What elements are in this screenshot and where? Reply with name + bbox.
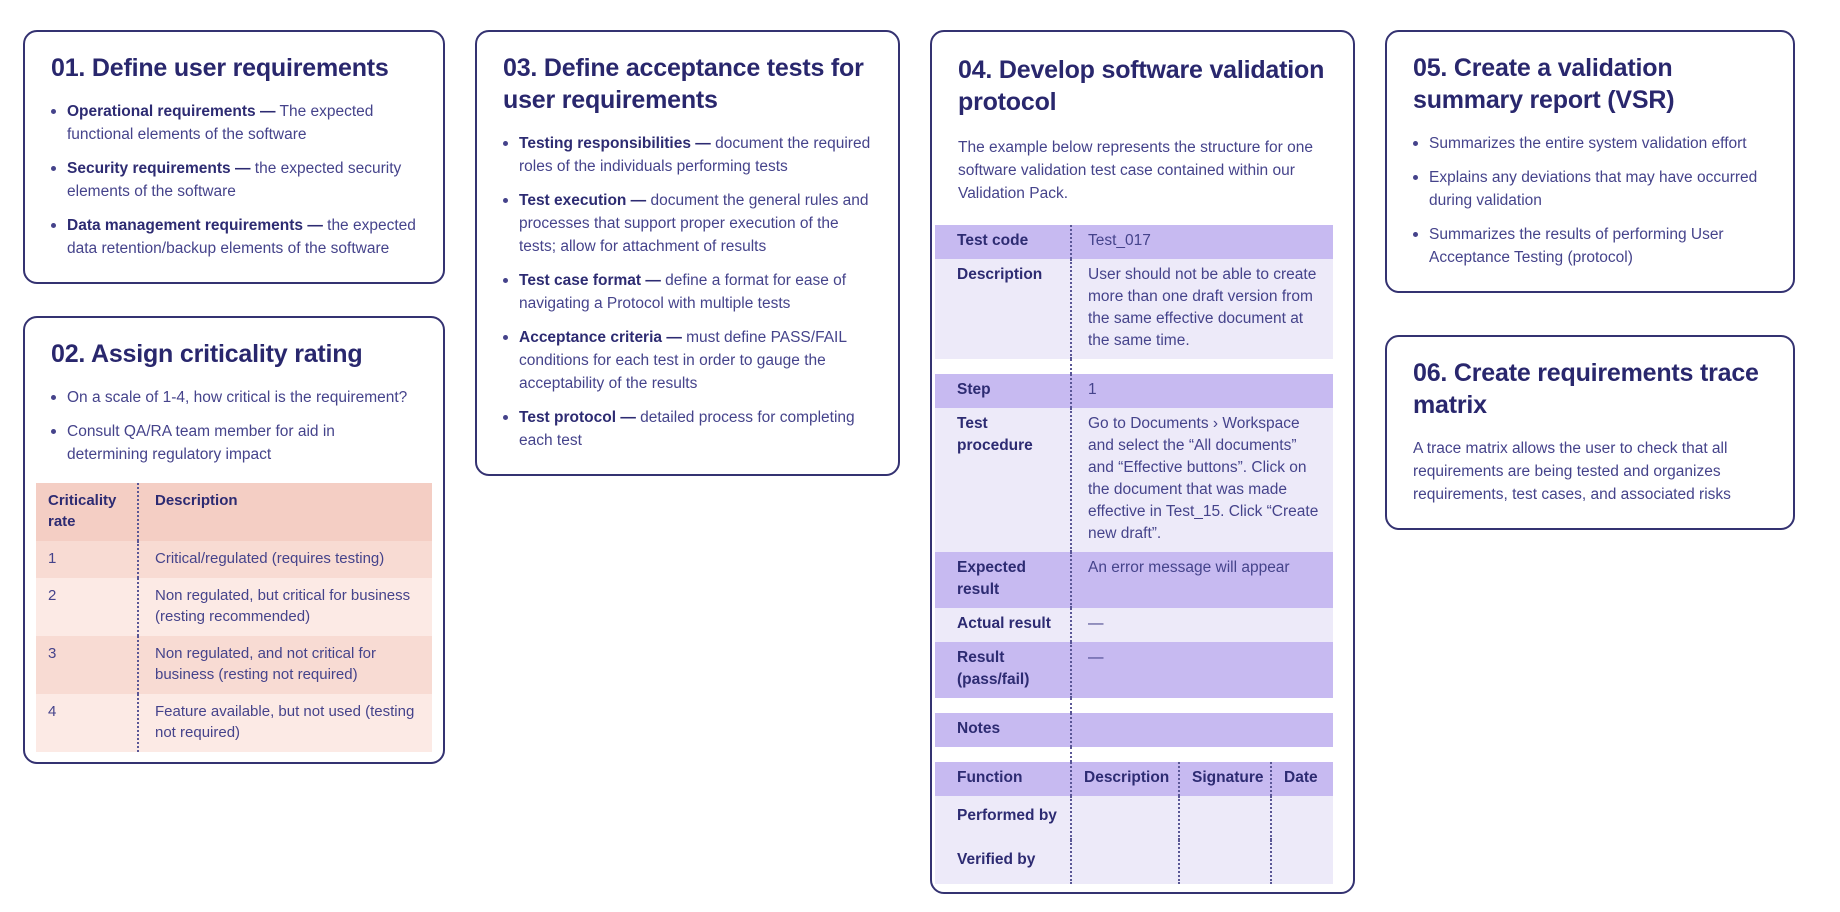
actual-result-row: [935, 608, 1333, 642]
bullet-text: [519, 189, 872, 258]
bullet-item: [1413, 223, 1767, 269]
row-label: Notes: [957, 720, 1001, 737]
signature-header: Signature: [1178, 762, 1270, 796]
date-header: Date: [1270, 762, 1333, 796]
row-value: —: [1070, 608, 1333, 642]
row-value: —: [1070, 642, 1333, 698]
bullet-item: [1413, 166, 1767, 212]
bullet-text: Consult QA/RA team member for aid in determining regulatory impact: [67, 423, 335, 463]
row-value: An error message will appear: [1070, 552, 1333, 608]
bullet-text: [519, 326, 872, 395]
bullet-icon: [51, 429, 56, 434]
bullet-lead: Test case format —: [519, 272, 661, 289]
table-spacer: [935, 359, 1333, 374]
bullet-item: [51, 420, 417, 466]
card-intro: The example below represents the structure for one software validation test case contained within our Validation Pack.: [958, 139, 1313, 202]
table-row: [36, 578, 432, 636]
row-label: Test procedure: [957, 415, 1033, 454]
row-value: User should not be able to create more than one draft version from the same effective document at the same time.: [1070, 259, 1333, 359]
bullet-item: [51, 100, 417, 146]
bullet-text: [67, 157, 417, 203]
signature-cell: [1178, 840, 1270, 884]
criticality-rate-header: Criticality rate: [48, 492, 117, 530]
bullet-rest: define a format for ease of navigating a Protocol with multiple tests: [519, 272, 847, 312]
notes-row: [935, 713, 1333, 747]
bullet-list: [51, 386, 417, 466]
bullet-text: [519, 406, 872, 452]
bullet-item: [503, 189, 872, 258]
table-spacer: [935, 747, 1333, 762]
bullet-icon: [51, 109, 56, 114]
rate-cell: 2: [48, 587, 57, 604]
bullet-lead: Security requirements —: [67, 160, 251, 177]
row-label: Description: [957, 266, 1043, 283]
bullet-icon: [503, 198, 508, 203]
rate-cell: 3: [48, 645, 57, 662]
row-label: Result (pass/fail): [957, 649, 1030, 688]
column-4: [1385, 30, 1795, 530]
bullet-item: [51, 386, 417, 409]
bullet-lead: Data management requirements —: [67, 217, 323, 234]
validation-test-table: [935, 225, 1333, 884]
bullet-list: [1413, 132, 1767, 269]
bullet-rest: document the general rules and processes that support proper execution of the tests; allow for attachment of results: [519, 192, 869, 255]
criticality-table-header: [36, 483, 432, 541]
row-value: 1: [1070, 374, 1333, 408]
bullet-text: Explains any deviations that may have occurred during validation: [1429, 169, 1758, 209]
bullet-icon: [1413, 232, 1418, 237]
verified-by-row: [935, 840, 1333, 884]
card-04-header: [932, 54, 1353, 205]
column-1: [23, 30, 445, 764]
bullet-icon: [1413, 175, 1418, 180]
card-title: 03. Define acceptance tests for user requirements: [503, 54, 864, 114]
bullet-rest: detailed process for completing each test: [519, 409, 855, 449]
bullet-icon: [503, 278, 508, 283]
date-cell: [1270, 796, 1333, 840]
bullet-text: [67, 214, 417, 260]
description-header: Description: [137, 483, 432, 541]
bullet-list: [503, 132, 872, 452]
performed-by-row: [935, 796, 1333, 840]
column-3: [930, 30, 1355, 894]
signoff-header-row: [935, 762, 1333, 796]
card-04-develop-validation-protocol: [930, 30, 1355, 894]
step-row: [935, 374, 1333, 408]
table-row: [36, 636, 432, 694]
description-header: Description: [1070, 762, 1178, 796]
test-code-row: [935, 225, 1333, 259]
description-cell: [1070, 840, 1178, 884]
row-label: Test code: [957, 232, 1029, 249]
bullet-rest: document the required roles of the individuals performing tests: [519, 135, 871, 175]
bullet-item: [1413, 132, 1767, 155]
bullet-text: On a scale of 1-4, how critical is the requirement?: [67, 389, 408, 406]
bullet-item: [51, 157, 417, 203]
description-cell: [1070, 796, 1178, 840]
bullet-item: [503, 269, 872, 315]
bullet-item: [503, 326, 872, 395]
bullet-lead: Operational requirements —: [67, 103, 276, 120]
card-body: A trace matrix allows the user to check that all requirements are being tested and organizes requirements, test cases, and associated risks: [1413, 440, 1731, 503]
card-title: 05. Create a validation summary report (VSR): [1413, 54, 1675, 114]
rate-cell: 4: [48, 703, 57, 720]
signature-cell: [1178, 796, 1270, 840]
bullet-text: Summarizes the results of performing User Acceptance Testing (protocol): [1429, 226, 1724, 266]
function-header: Function: [957, 769, 1023, 786]
rate-cell: 1: [48, 550, 57, 567]
bullet-icon: [51, 166, 56, 171]
criticality-table: [36, 483, 432, 752]
description-cell: Non regulated, but critical for business (resting recommended): [137, 578, 432, 636]
bullet-list: [51, 100, 417, 260]
function-cell: Verified by: [957, 851, 1036, 868]
card-03-define-acceptance-tests: [475, 30, 900, 476]
bullet-lead: Test execution —: [519, 192, 647, 209]
bullet-lead: Testing responsibilities —: [519, 135, 711, 152]
result-pass-fail-row: [935, 642, 1333, 698]
description-row: [935, 259, 1333, 359]
bullet-item: [503, 406, 872, 452]
card-06-requirements-trace-matrix: [1385, 335, 1795, 530]
row-label: Step: [957, 381, 991, 398]
description-cell: Feature available, but not used (testing not required): [137, 694, 432, 752]
bullet-lead: Acceptance criteria —: [519, 329, 682, 346]
bullet-text: Summarizes the entire system validation effort: [1429, 135, 1747, 152]
card-title: 06. Create requirements trace matrix: [1413, 359, 1759, 419]
date-cell: [1270, 840, 1333, 884]
table-row: [36, 694, 432, 752]
bullet-text: [519, 269, 872, 315]
bullet-icon: [1413, 141, 1418, 146]
bullet-item: [503, 132, 872, 178]
row-label: Actual result: [957, 615, 1051, 632]
bullet-rest: The expected functional elements of the software: [67, 103, 374, 143]
bullet-item: [51, 214, 417, 260]
bullet-rest: must define PASS/FAIL conditions for each test in order to gauge the acceptability of the results: [519, 329, 847, 392]
description-cell: Critical/regulated (requires testing): [137, 541, 432, 578]
card-title: 04. Develop software validation protocol: [958, 56, 1325, 116]
bullet-rest: the expected security elements of the software: [67, 160, 402, 200]
expected-result-row: [935, 552, 1333, 608]
bullet-icon: [503, 415, 508, 420]
card-05-validation-summary-report: [1385, 30, 1795, 293]
table-spacer: [935, 698, 1333, 713]
row-value: Go to Documents › Workspace and select the “All documents” and “Effective buttons”. Click on the document that was made effective in Test_15. Click “Create new draft”.: [1070, 408, 1333, 552]
card-title: 02. Assign criticality rating: [51, 340, 363, 368]
table-row: [36, 541, 432, 578]
row-label: Expected result: [957, 559, 1026, 598]
card-01-define-user-requirements: [23, 30, 445, 284]
function-cell: Performed by: [957, 807, 1057, 824]
bullet-icon: [503, 141, 508, 146]
column-2: [475, 30, 900, 476]
description-cell: Non regulated, and not critical for business (resting not required): [137, 636, 432, 694]
test-procedure-row: [935, 408, 1333, 552]
row-value: Test_017: [1070, 225, 1333, 259]
bullet-lead: Test protocol —: [519, 409, 636, 426]
bullet-icon: [503, 335, 508, 340]
card-02-assign-criticality-rating: [23, 316, 445, 764]
bullet-text: [67, 100, 417, 146]
row-value: [1070, 713, 1333, 747]
card-title: 01. Define user requirements: [51, 54, 389, 82]
bullet-icon: [51, 223, 56, 228]
bullet-text: [519, 132, 872, 178]
bullet-rest: the expected data retention/backup elements of the software: [67, 217, 416, 257]
bullet-icon: [51, 395, 56, 400]
